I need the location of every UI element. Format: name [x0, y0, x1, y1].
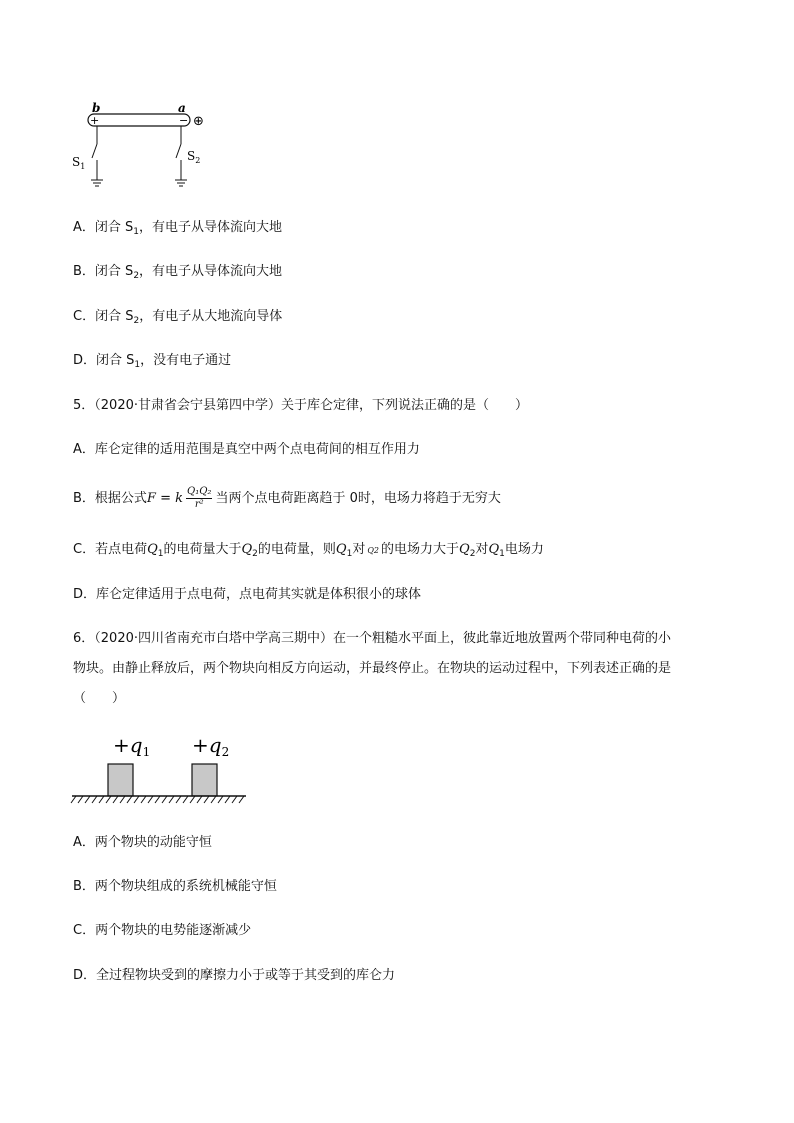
hatch-mark	[120, 796, 125, 803]
label-s1: $S_1$	[72, 155, 86, 171]
switch-s1-blade	[92, 144, 97, 158]
q4-option-a	[73, 219, 282, 241]
q4-option-c	[73, 308, 282, 330]
q4-d-sub: 1	[134, 360, 141, 370]
q5-option-a: A．库仑定律的适用范围是真空中两个点电荷间的相互作用力	[73, 442, 420, 457]
q1-symbol-b: Q	[335, 542, 347, 557]
block-2	[192, 764, 217, 796]
q4-a-post: ，有电子从导体流向大地	[139, 220, 283, 235]
q4-b-post: ，有电子从导体流向大地	[139, 264, 283, 279]
q4-b-text: B．闭合 S	[73, 264, 134, 279]
q2-sub-b: 2	[469, 549, 476, 559]
external-positive-charge: ⊕	[193, 114, 204, 129]
conductor-switch-diagram	[70, 100, 220, 195]
q4-option-b	[73, 263, 282, 285]
q1-symbol: Q	[147, 542, 158, 557]
hatch-mark	[239, 796, 244, 803]
hatch-mark	[106, 796, 111, 803]
q2-label: $+q_2$	[192, 733, 230, 759]
q6-option-a: A．两个物块的动能守恒	[73, 835, 212, 850]
hatch-mark	[183, 796, 188, 803]
q2-symbol-b: Q	[459, 542, 470, 557]
hatch-mark	[134, 796, 139, 803]
hatch-mark	[148, 796, 153, 803]
hatch-mark	[232, 796, 237, 803]
hatch-mark	[113, 796, 118, 803]
q4-b-sub: 2	[133, 271, 140, 281]
minus-sign: −	[179, 114, 189, 127]
q4-c-post: ，有电子从大地流向导体	[139, 309, 283, 324]
q2-sub: 2	[252, 549, 258, 559]
hatch-mark	[169, 796, 174, 803]
conductor-rod	[88, 114, 190, 126]
hatch-mark	[162, 796, 167, 803]
q1-label: $+q_1$	[113, 733, 151, 759]
plus-sign: +	[90, 114, 100, 127]
q6-option-d: D．全过程物块受到的摩擦力小于或等于其受到的库仑力	[73, 968, 396, 983]
q6-stem-line1: 6．（2020·四川省南充市白塔中学高三期中）在一个粗糙水平面上，彼此靠近地放置两个带同种电荷的小	[73, 631, 671, 646]
q4-c-text: C．闭合 S	[73, 309, 134, 324]
hatch-mark	[225, 796, 230, 803]
hatch-mark	[218, 796, 223, 803]
block-1	[108, 764, 133, 796]
q1-sub: 1	[157, 549, 164, 559]
hatch-mark	[85, 796, 90, 803]
q5-b-pre: B．根据公式	[73, 491, 147, 506]
q2-symbol: Q	[241, 542, 253, 557]
hatch-mark	[78, 796, 83, 803]
q5-option-c	[73, 541, 544, 563]
hatch-mark	[141, 796, 146, 803]
q5-stem: 5．（2020·甘肃省会宁县第四中学）关于库仑定律，下列说法正确的是（ ）	[73, 398, 528, 413]
charged-blocks-diagram	[70, 728, 250, 804]
q6-option-b: B．两个物块组成的系统机械能守恒	[73, 879, 277, 894]
ground-hatching	[71, 796, 244, 803]
q1-sub-c: 1	[499, 549, 505, 559]
formula-fraction	[186, 487, 212, 510]
q4-d-post: ，没有电子通过	[140, 353, 232, 368]
q6-stem-line3: （ ）	[73, 691, 126, 706]
formula-equals: =	[155, 491, 176, 506]
q1-sub-b: 1	[346, 549, 353, 559]
hatch-mark	[127, 796, 132, 803]
q4-a-text: A．闭合 S	[73, 220, 134, 235]
q6-stem-line2: 物块。由静止释放后，两个物块向相反方向运动，并最终停止。在物块的运动过程中，下列表述正确的是	[73, 661, 672, 676]
q2-small-symbol: Q2	[367, 546, 379, 555]
hatch-mark	[71, 796, 76, 803]
q4-a-sub: 1	[133, 227, 140, 237]
q5-c-post: 电场力	[504, 542, 544, 557]
q5-option-b	[73, 482, 501, 516]
q5-b-post: 当两个点电荷距离趋于 0时，电场力将趋于无穷大	[215, 491, 501, 506]
formula-f: F	[146, 491, 156, 506]
hatch-mark	[204, 796, 209, 803]
q5-c-mid5: 对	[475, 542, 489, 557]
q1-symbol-c: Q	[488, 542, 500, 557]
hatch-mark	[99, 796, 104, 803]
hatch-mark	[197, 796, 202, 803]
label-a: a	[178, 101, 186, 115]
label-s2: $S_2$	[187, 149, 201, 165]
switch-s2-blade	[176, 144, 181, 158]
q5-c-mid1: 的电荷量大于	[163, 542, 242, 557]
hatch-mark	[211, 796, 216, 803]
hatch-mark	[176, 796, 181, 803]
q5-c-mid3: 对	[352, 542, 366, 557]
label-b: b	[92, 101, 101, 115]
q5-c-mid4: 的电场力大于	[381, 542, 460, 557]
q6-option-c: C．两个物块的电势能逐渐减少	[73, 923, 252, 938]
q4-c-sub: 2	[133, 316, 140, 326]
hatch-mark	[92, 796, 97, 803]
q4-option-d	[73, 352, 231, 374]
q5-option-d: D．库仑定律适用于点电荷，点电荷其实就是体积很小的球体	[73, 587, 422, 602]
fraction-numerator: Q₁Q₂	[187, 486, 212, 497]
q5-c-pre: C．若点电荷	[73, 542, 148, 557]
formula-k: k	[175, 491, 184, 506]
q5-c-mid2: 的电荷量，则	[257, 542, 336, 557]
hatch-mark	[190, 796, 195, 803]
hatch-mark	[155, 796, 160, 803]
q4-d-text: D．闭合 S	[73, 353, 135, 368]
fraction-denominator: r²	[194, 499, 204, 510]
